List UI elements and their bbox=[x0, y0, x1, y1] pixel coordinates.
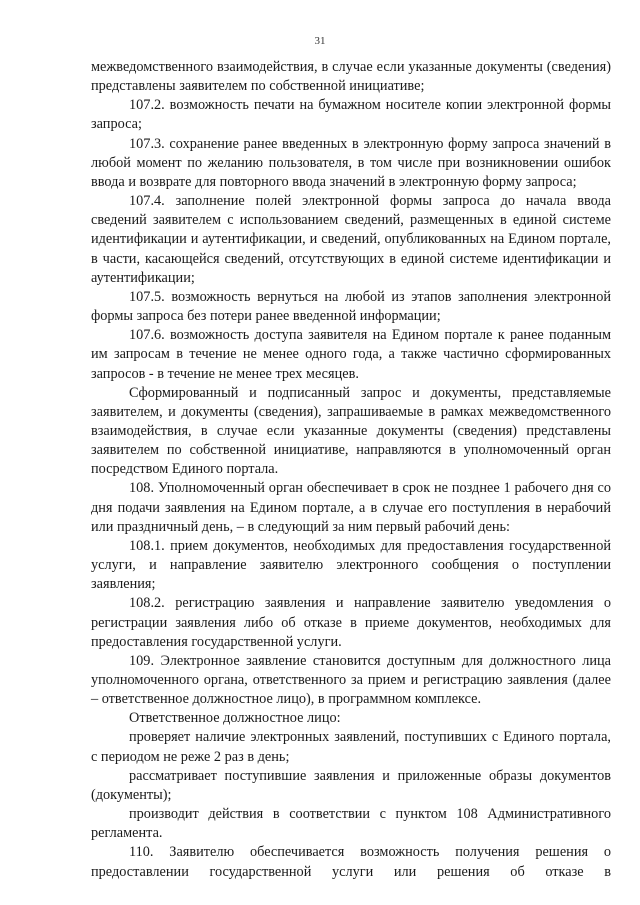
paragraph-107-5: 107.5. возможность вернуться на любой из этапов заполнения электронной формы запроса без потери ранее введенной информации; bbox=[91, 288, 611, 325]
paragraph-109: 109. Электронное заявление становится доступным для должностного лица уполномоченного органа, ответственного за прием и регистрацию заявления (далее – ответственное должностное лицо), в программном комплексе. bbox=[91, 652, 611, 708]
paragraph-110: 110. Заявителю обеспечивается возможность получения решения о предоставлении государственной услуги или решения об отказе в bbox=[91, 844, 611, 880]
paragraph-performs: производит действия в соответствии с пунктом 108 Административного регламента. bbox=[91, 806, 611, 842]
paragraph-continuation: межведомственного взаимодействия, в случае если указанные документы (сведения) представлены заявителем по собственной инициативе; bbox=[91, 59, 611, 95]
paragraph-108-2: 108.2. регистрацию заявления и направление заявителю уведомления о регистрации заявления либо об отказе в приеме документов, необходимых для предоставления государственной услуги. bbox=[91, 595, 611, 650]
paragraph-108-1: 108.1. прием документов, необходимых для предоставления государственной услуги, и направление заявителю электронного сообщения о поступлении заявления; bbox=[91, 537, 611, 593]
paragraph-107-2: 107.2. возможность печати на бумажном носителе копии электронной формы запроса; bbox=[91, 97, 611, 133]
paragraph-formed-request: Сформированный и подписанный запрос и документы, представляемые заявителем, и документы (сведения), запрашиваемые в рамках межведомственного взаимодействия, в случае если указанные документы (сведения) представлены заявителем по собственной инициативе, направляются в уполномоченный орган посредством Единого портала. bbox=[91, 384, 611, 478]
page-number: 31 bbox=[314, 35, 326, 47]
paragraph-107-6: 107.6. возможность доступа заявителя на Едином портале к ранее поданным им запросам в течение не менее одного года, а также частично сформированных запросов - в течение не менее трех месяцев. bbox=[91, 327, 611, 382]
paragraph-107-3: 107.3. сохранение ранее введенных в электронную форму запроса значений в любой момент по желанию пользователя, в том числе при возникновении ошибок ввода и возврате для повторного ввода значений в электронную форму запроса; bbox=[91, 135, 611, 190]
paragraph-107-4: 107.4. заполнение полей электронной формы запроса до начала ввода сведений заявителем с использованием сведений, размещенных в единой системе идентификации и аутентификации, и сведений, опубликованных на Едином портале, в части, касающейся сведений, отсутствующих в единой системе идентификации и аутентификации; bbox=[91, 193, 611, 286]
paragraph-responsible-official: Ответственное должностное лицо: bbox=[129, 710, 341, 727]
paragraph-reviews: рассматривает поступившие заявления и приложенные образы документов (документы); bbox=[91, 767, 611, 803]
paragraph-checks: проверяет наличие электронных заявлений, поступивших с Единого портала, с периодом не реже 2 раз в день; bbox=[91, 729, 611, 765]
document-body bbox=[91, 58, 611, 882]
paragraph-108: 108. Уполномоченный орган обеспечивает в срок не позднее 1 рабочего дня со дня подачи заявления на Едином портале, а в случае его поступления в нерабочий или праздничный день, – в следующий за ним первый рабочий день: bbox=[91, 480, 611, 535]
